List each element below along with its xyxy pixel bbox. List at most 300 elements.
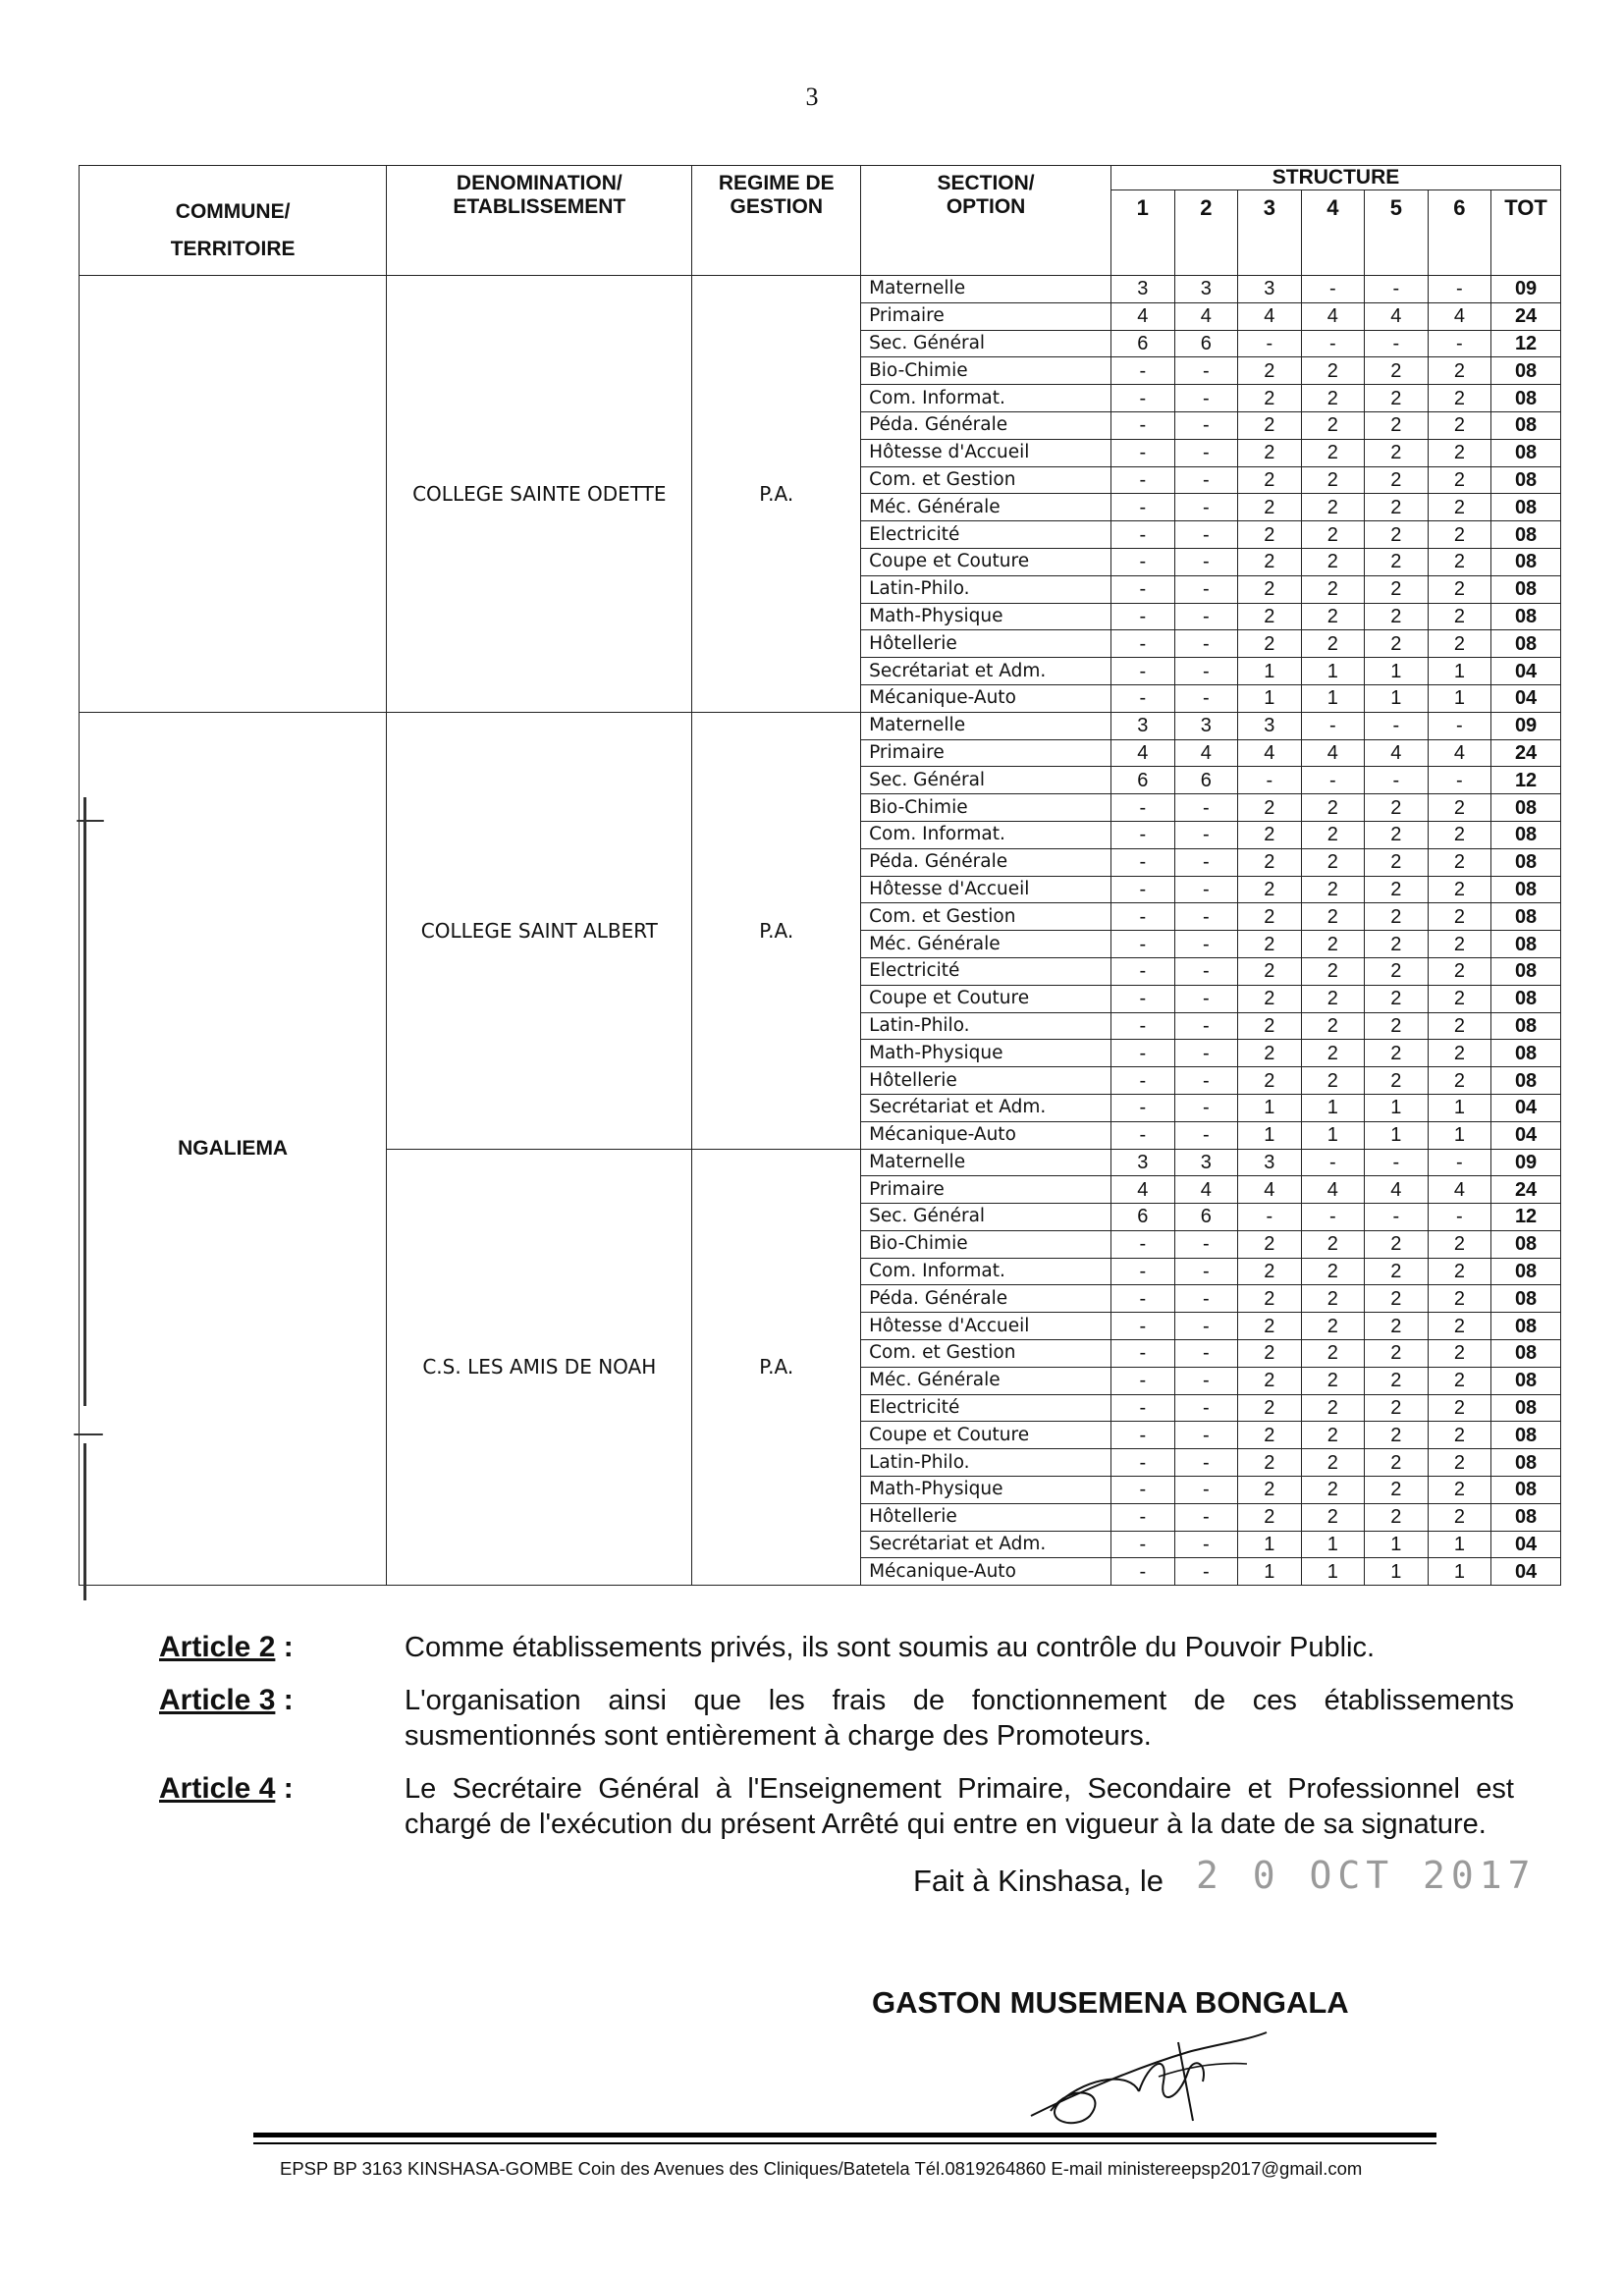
structure-value-cell: - — [1428, 767, 1491, 794]
structure-value-cell: - — [1238, 330, 1302, 357]
total-cell: 08 — [1491, 794, 1561, 822]
total-cell: 08 — [1491, 411, 1561, 439]
structure-value-cell: - — [1111, 1285, 1175, 1313]
structure-value-cell: - — [1428, 330, 1491, 357]
total-cell: 09 — [1491, 1149, 1561, 1176]
structure-value-cell: 2 — [1238, 439, 1302, 466]
article-label: Article 2 : — [159, 1631, 294, 1663]
structure-value-cell: - — [1365, 330, 1429, 357]
structure-value-cell: 2 — [1238, 1230, 1302, 1258]
footer-rule-thick — [253, 2133, 1436, 2137]
structure-value-cell: - — [1111, 466, 1175, 494]
structure-value-cell: - — [1174, 603, 1238, 630]
section-option-cell: Secrétariat et Adm. — [861, 658, 1111, 685]
structure-value-cell: - — [1111, 1340, 1175, 1368]
section-option-cell: Bio-Chimie — [861, 357, 1111, 385]
structure-value-cell: - — [1174, 1040, 1238, 1067]
structure-value-cell: 2 — [1365, 439, 1429, 466]
section-option-cell: Com. Informat. — [861, 1258, 1111, 1285]
total-cell: 08 — [1491, 1012, 1561, 1040]
total-cell: 08 — [1491, 439, 1561, 466]
structure-value-cell: 6 — [1111, 330, 1175, 357]
structure-value-cell: 2 — [1428, 1449, 1491, 1477]
structure-value-cell: - — [1428, 712, 1491, 739]
header-section: SECTION/ OPTION — [861, 166, 1111, 276]
structure-value-cell: - — [1111, 931, 1175, 958]
section-option-cell: Math-Physique — [861, 1040, 1111, 1067]
structure-value-cell: - — [1365, 712, 1429, 739]
total-cell: 04 — [1491, 658, 1561, 685]
structure-value-cell: 1 — [1365, 1121, 1429, 1149]
structure-value-cell: - — [1301, 767, 1365, 794]
structure-value-cell: 2 — [1301, 603, 1365, 630]
structure-value-cell: 2 — [1428, 957, 1491, 985]
total-cell: 12 — [1491, 767, 1561, 794]
total-cell: 08 — [1491, 876, 1561, 903]
structure-value-cell: - — [1111, 1230, 1175, 1258]
structure-col-header: 4 — [1301, 190, 1365, 276]
structure-value-cell: - — [1174, 1422, 1238, 1449]
structure-value-cell: 2 — [1301, 821, 1365, 848]
structure-value-cell: - — [1111, 521, 1175, 549]
structure-value-cell: 2 — [1301, 494, 1365, 521]
scan-mark — [83, 1443, 86, 1600]
total-cell: 04 — [1491, 1531, 1561, 1558]
structure-value-cell: 2 — [1365, 466, 1429, 494]
structure-value-cell: 2 — [1301, 1394, 1365, 1422]
scan-mark — [74, 1433, 103, 1435]
structure-value-cell: 2 — [1428, 1040, 1491, 1067]
structure-value-cell: - — [1174, 1558, 1238, 1586]
structure-value-cell: 2 — [1238, 521, 1302, 549]
structure-value-cell: 2 — [1301, 1477, 1365, 1504]
structure-value-cell: 4 — [1301, 1176, 1365, 1204]
structure-value-cell: - — [1111, 903, 1175, 931]
structure-value-cell: 2 — [1301, 1067, 1365, 1095]
schools-structure-table — [79, 165, 1561, 1586]
header-regime: REGIME DE GESTION — [692, 166, 861, 276]
structure-value-cell: 2 — [1428, 1367, 1491, 1394]
structure-value-cell: - — [1111, 411, 1175, 439]
structure-value-cell: 2 — [1238, 385, 1302, 412]
structure-value-cell: - — [1428, 276, 1491, 303]
article — [159, 1630, 1514, 1665]
section-option-cell: Coupe et Couture — [861, 548, 1111, 575]
total-cell: 09 — [1491, 712, 1561, 739]
structure-value-cell: 2 — [1365, 1394, 1429, 1422]
structure-value-cell: 2 — [1238, 1313, 1302, 1340]
place-date-line: Fait à Kinshasa, le — [913, 1864, 1164, 1898]
structure-value-cell: - — [1111, 1313, 1175, 1340]
structure-value-cell: - — [1238, 767, 1302, 794]
article — [159, 1771, 1514, 1842]
article — [159, 1683, 1514, 1754]
structure-value-cell: 2 — [1238, 603, 1302, 630]
section-option-cell: Mécanique-Auto — [861, 684, 1111, 712]
structure-col-header: 2 — [1174, 190, 1238, 276]
structure-value-cell: 2 — [1301, 1230, 1365, 1258]
structure-value-cell: 4 — [1365, 1176, 1429, 1204]
commune-cell: NGALIEMA — [80, 712, 387, 1586]
structure-value-cell: 2 — [1428, 1258, 1491, 1285]
structure-value-cell: 4 — [1174, 302, 1238, 330]
structure-value-cell: - — [1174, 521, 1238, 549]
structure-value-cell: 2 — [1365, 411, 1429, 439]
structure-value-cell: 3 — [1174, 712, 1238, 739]
section-option-cell: Sec. Général — [861, 767, 1111, 794]
structure-value-cell: 2 — [1365, 1449, 1429, 1477]
total-cell: 08 — [1491, 494, 1561, 521]
structure-value-cell: - — [1111, 548, 1175, 575]
structure-value-cell: 2 — [1238, 1258, 1302, 1285]
structure-value-cell: 2 — [1238, 575, 1302, 603]
structure-value-cell: 2 — [1301, 1449, 1365, 1477]
structure-value-cell: 2 — [1365, 985, 1429, 1012]
structure-value-cell: 2 — [1301, 1340, 1365, 1368]
structure-value-cell: 4 — [1111, 1176, 1175, 1204]
total-cell: 08 — [1491, 603, 1561, 630]
section-option-cell: Hôtesse d'Accueil — [861, 439, 1111, 466]
structure-value-cell: 6 — [1174, 330, 1238, 357]
structure-value-cell: 3 — [1238, 276, 1302, 303]
total-cell: 08 — [1491, 848, 1561, 876]
structure-value-cell: 2 — [1301, 931, 1365, 958]
structure-value-cell: 4 — [1238, 1176, 1302, 1204]
structure-value-cell: 2 — [1301, 794, 1365, 822]
structure-value-cell: 2 — [1365, 1477, 1429, 1504]
structure-value-cell: - — [1174, 684, 1238, 712]
structure-value-cell: 2 — [1365, 1230, 1429, 1258]
scan-mark — [83, 797, 86, 1406]
total-cell: 09 — [1491, 276, 1561, 303]
structure-value-cell: - — [1301, 330, 1365, 357]
structure-value-cell: 4 — [1428, 739, 1491, 767]
structure-value-cell: - — [1111, 957, 1175, 985]
structure-value-cell: - — [1111, 794, 1175, 822]
structure-value-cell: 2 — [1428, 630, 1491, 658]
section-option-cell: Primaire — [861, 1176, 1111, 1204]
structure-value-cell: 2 — [1365, 794, 1429, 822]
structure-value-cell: 3 — [1111, 276, 1175, 303]
structure-value-cell: 1 — [1301, 1531, 1365, 1558]
structure-value-cell: 2 — [1301, 1258, 1365, 1285]
total-cell: 12 — [1491, 1204, 1561, 1231]
structure-value-cell: - — [1174, 1067, 1238, 1095]
structure-value-cell: 2 — [1238, 411, 1302, 439]
structure-value-cell: 1 — [1301, 1094, 1365, 1121]
structure-value-cell: - — [1301, 276, 1365, 303]
section-option-cell: Hôtesse d'Accueil — [861, 1313, 1111, 1340]
section-option-cell: Latin-Philo. — [861, 1012, 1111, 1040]
structure-value-cell: 1 — [1301, 684, 1365, 712]
total-cell: 04 — [1491, 1094, 1561, 1121]
structure-value-cell: - — [1365, 767, 1429, 794]
structure-value-cell: - — [1111, 494, 1175, 521]
structure-value-cell: - — [1174, 466, 1238, 494]
structure-value-cell: 2 — [1301, 985, 1365, 1012]
structure-value-cell: 2 — [1428, 1012, 1491, 1040]
section-option-cell: Com. et Gestion — [861, 1340, 1111, 1368]
structure-value-cell: 2 — [1301, 439, 1365, 466]
structure-value-cell: 2 — [1301, 848, 1365, 876]
structure-value-cell: 3 — [1238, 712, 1302, 739]
total-cell: 08 — [1491, 1258, 1561, 1285]
structure-value-cell: 2 — [1301, 575, 1365, 603]
structure-value-cell: 2 — [1238, 466, 1302, 494]
section-option-cell: Maternelle — [861, 1149, 1111, 1176]
total-cell: 08 — [1491, 985, 1561, 1012]
structure-value-cell: 6 — [1174, 767, 1238, 794]
structure-value-cell: 1 — [1365, 684, 1429, 712]
structure-value-cell: 2 — [1365, 630, 1429, 658]
total-cell: 04 — [1491, 1558, 1561, 1586]
structure-value-cell: 4 — [1174, 739, 1238, 767]
section-option-cell: Primaire — [861, 302, 1111, 330]
school-regime: P.A. — [692, 276, 861, 713]
section-option-cell: Latin-Philo. — [861, 1449, 1111, 1477]
structure-value-cell: 2 — [1238, 985, 1302, 1012]
structure-value-cell: 6 — [1111, 1204, 1175, 1231]
structure-value-cell: - — [1111, 1558, 1175, 1586]
total-cell: 08 — [1491, 957, 1561, 985]
structure-value-cell: - — [1111, 385, 1175, 412]
article-text: Comme établissements privés, ils sont soumis au contrôle du Pouvoir Public. — [405, 1632, 1376, 1663]
section-option-cell: Electricité — [861, 521, 1111, 549]
structure-value-cell: 1 — [1365, 658, 1429, 685]
structure-value-cell: - — [1111, 1258, 1175, 1285]
structure-value-cell: 2 — [1428, 876, 1491, 903]
structure-value-cell: 2 — [1238, 1285, 1302, 1313]
section-option-cell: Mécanique-Auto — [861, 1121, 1111, 1149]
structure-value-cell: 2 — [1365, 548, 1429, 575]
structure-value-cell: - — [1174, 439, 1238, 466]
section-option-cell: Coupe et Couture — [861, 985, 1111, 1012]
total-cell: 08 — [1491, 1313, 1561, 1340]
structure-value-cell: - — [1111, 985, 1175, 1012]
structure-value-cell: 2 — [1365, 931, 1429, 958]
structure-value-cell: 1 — [1365, 1531, 1429, 1558]
structure-value-cell: 2 — [1238, 957, 1302, 985]
school-name: C.S. LES AMIS DE NOAH — [387, 1149, 692, 1586]
structure-value-cell: 2 — [1365, 1012, 1429, 1040]
articles — [159, 1630, 1514, 1860]
structure-value-cell: - — [1174, 957, 1238, 985]
section-option-cell: Com. Informat. — [861, 385, 1111, 412]
structure-value-cell: - — [1174, 385, 1238, 412]
structure-value-cell: 2 — [1428, 1394, 1491, 1422]
structure-value-cell: - — [1111, 876, 1175, 903]
structure-value-cell: 4 — [1238, 302, 1302, 330]
structure-value-cell: 1 — [1238, 684, 1302, 712]
header-denomination: DENOMINATION/ ETABLISSEMENT — [387, 166, 692, 276]
structure-value-cell: 2 — [1365, 1367, 1429, 1394]
structure-value-cell: - — [1174, 1012, 1238, 1040]
structure-value-cell: 2 — [1428, 1422, 1491, 1449]
total-cell: 08 — [1491, 903, 1561, 931]
structure-value-cell: 2 — [1428, 848, 1491, 876]
total-cell: 08 — [1491, 575, 1561, 603]
structure-value-cell: 1 — [1428, 1121, 1491, 1149]
structure-value-cell: 1 — [1428, 1531, 1491, 1558]
structure-value-cell: - — [1174, 548, 1238, 575]
structure-value-cell: 2 — [1428, 575, 1491, 603]
structure-value-cell: - — [1111, 575, 1175, 603]
structure-value-cell: - — [1111, 357, 1175, 385]
structure-value-cell: - — [1174, 1503, 1238, 1531]
structure-value-cell: - — [1174, 1477, 1238, 1504]
structure-value-cell: 2 — [1301, 1422, 1365, 1449]
structure-value-cell: 1 — [1301, 658, 1365, 685]
structure-value-cell: 2 — [1365, 357, 1429, 385]
structure-value-cell: 2 — [1428, 1503, 1491, 1531]
section-option-cell: Méc. Générale — [861, 494, 1111, 521]
structure-value-cell: - — [1365, 1204, 1429, 1231]
article-label-text: Article 4 — [159, 1772, 276, 1805]
structure-value-cell: 1 — [1238, 658, 1302, 685]
structure-value-cell: - — [1111, 1012, 1175, 1040]
structure-value-cell: 2 — [1238, 1067, 1302, 1095]
structure-value-cell: 2 — [1428, 357, 1491, 385]
scan-mark — [77, 820, 104, 822]
section-option-cell: Mécanique-Auto — [861, 1558, 1111, 1586]
structure-value-cell: 1 — [1365, 1094, 1429, 1121]
total-cell: 24 — [1491, 1176, 1561, 1204]
structure-value-cell: 2 — [1301, 466, 1365, 494]
section-option-cell: Sec. Général — [861, 330, 1111, 357]
structure-value-cell: 4 — [1301, 739, 1365, 767]
structure-value-cell: - — [1174, 1449, 1238, 1477]
structure-value-cell: - — [1111, 630, 1175, 658]
total-cell: 04 — [1491, 684, 1561, 712]
structure-value-cell: 4 — [1111, 302, 1175, 330]
structure-value-cell: 2 — [1238, 821, 1302, 848]
section-option-cell: Sec. Général — [861, 1204, 1111, 1231]
structure-value-cell: 2 — [1238, 357, 1302, 385]
structure-value-cell: 2 — [1365, 821, 1429, 848]
school-regime: P.A. — [692, 1149, 861, 1586]
structure-value-cell: 2 — [1428, 603, 1491, 630]
structure-value-cell: 6 — [1174, 1204, 1238, 1231]
structure-value-cell: - — [1174, 1230, 1238, 1258]
section-option-cell: Bio-Chimie — [861, 794, 1111, 822]
structure-value-cell: 2 — [1301, 1012, 1365, 1040]
structure-value-cell: 4 — [1238, 739, 1302, 767]
section-option-cell: Péda. Générale — [861, 1285, 1111, 1313]
structure-value-cell: 2 — [1238, 1394, 1302, 1422]
structure-col-header: 3 — [1238, 190, 1302, 276]
structure-value-cell: - — [1111, 1503, 1175, 1531]
structure-value-cell: - — [1174, 1094, 1238, 1121]
structure-value-cell: - — [1111, 1531, 1175, 1558]
structure-value-cell: - — [1111, 658, 1175, 685]
structure-value-cell: 2 — [1238, 1477, 1302, 1504]
total-cell: 08 — [1491, 1477, 1561, 1504]
structure-value-cell: - — [1174, 1285, 1238, 1313]
total-cell: 08 — [1491, 1340, 1561, 1368]
structure-value-cell: 2 — [1428, 1067, 1491, 1095]
structure-value-cell: - — [1174, 1531, 1238, 1558]
structure-value-cell: 2 — [1301, 385, 1365, 412]
page-number: 3 — [805, 82, 819, 111]
structure-value-cell: 2 — [1365, 1503, 1429, 1531]
structure-value-cell: 2 — [1238, 1422, 1302, 1449]
structure-value-cell: - — [1111, 1394, 1175, 1422]
structure-value-cell: 1 — [1365, 1558, 1429, 1586]
structure-value-cell: 2 — [1365, 1258, 1429, 1285]
structure-value-cell: 1 — [1238, 1558, 1302, 1586]
total-cell: 08 — [1491, 1503, 1561, 1531]
structure-value-cell: 2 — [1301, 411, 1365, 439]
total-cell: 08 — [1491, 1285, 1561, 1313]
commune-cell — [80, 276, 387, 713]
structure-value-cell: 2 — [1365, 903, 1429, 931]
structure-value-cell: - — [1174, 494, 1238, 521]
section-option-cell: Maternelle — [861, 276, 1111, 303]
structure-value-cell: 2 — [1428, 985, 1491, 1012]
structure-value-cell: - — [1111, 439, 1175, 466]
structure-col-header: 1 — [1111, 190, 1175, 276]
section-option-cell: Electricité — [861, 1394, 1111, 1422]
structure-value-cell: 2 — [1428, 1477, 1491, 1504]
section-option-cell: Coupe et Couture — [861, 1422, 1111, 1449]
structure-value-cell: - — [1174, 1367, 1238, 1394]
structure-value-cell: 4 — [1365, 739, 1429, 767]
section-option-cell: Hôtesse d'Accueil — [861, 876, 1111, 903]
structure-value-cell: 2 — [1365, 575, 1429, 603]
structure-value-cell: 2 — [1238, 794, 1302, 822]
structure-value-cell: 1 — [1301, 1558, 1365, 1586]
structure-value-cell: 1 — [1428, 658, 1491, 685]
structure-value-cell: - — [1174, 1340, 1238, 1368]
section-option-cell: Math-Physique — [861, 603, 1111, 630]
total-cell: 08 — [1491, 521, 1561, 549]
section-option-cell: Secrétariat et Adm. — [861, 1531, 1111, 1558]
structure-value-cell: - — [1174, 630, 1238, 658]
structure-value-cell: - — [1174, 821, 1238, 848]
signer-name: GASTON MUSEMENA BONGALA — [872, 1985, 1349, 2020]
structure-value-cell: 1 — [1428, 684, 1491, 712]
total-cell: 08 — [1491, 1040, 1561, 1067]
structure-value-cell: 2 — [1365, 521, 1429, 549]
structure-value-cell: 2 — [1238, 876, 1302, 903]
structure-value-cell: 2 — [1428, 466, 1491, 494]
structure-value-cell: 2 — [1365, 1340, 1429, 1368]
footer-rule-thin — [253, 2142, 1436, 2144]
structure-value-cell: 2 — [1301, 876, 1365, 903]
total-cell: 08 — [1491, 821, 1561, 848]
structure-value-cell: - — [1428, 1149, 1491, 1176]
structure-value-cell: 2 — [1428, 411, 1491, 439]
total-cell: 08 — [1491, 548, 1561, 575]
structure-value-cell: - — [1174, 848, 1238, 876]
structure-value-cell: 2 — [1301, 903, 1365, 931]
structure-value-cell: 6 — [1111, 767, 1175, 794]
section-option-cell: Péda. Générale — [861, 411, 1111, 439]
structure-value-cell: 2 — [1365, 494, 1429, 521]
structure-value-cell: - — [1111, 1477, 1175, 1504]
structure-value-cell: 1 — [1428, 1094, 1491, 1121]
section-option-cell: Com. et Gestion — [861, 466, 1111, 494]
structure-value-cell: 2 — [1238, 548, 1302, 575]
total-cell: 08 — [1491, 931, 1561, 958]
structure-value-cell: - — [1301, 1149, 1365, 1176]
structure-value-cell: 4 — [1365, 302, 1429, 330]
structure-value-cell: 3 — [1174, 1149, 1238, 1176]
structure-value-cell: - — [1301, 1204, 1365, 1231]
structure-value-cell: 4 — [1111, 739, 1175, 767]
section-option-cell: Méc. Générale — [861, 931, 1111, 958]
section-option-cell: Hôtellerie — [861, 1067, 1111, 1095]
